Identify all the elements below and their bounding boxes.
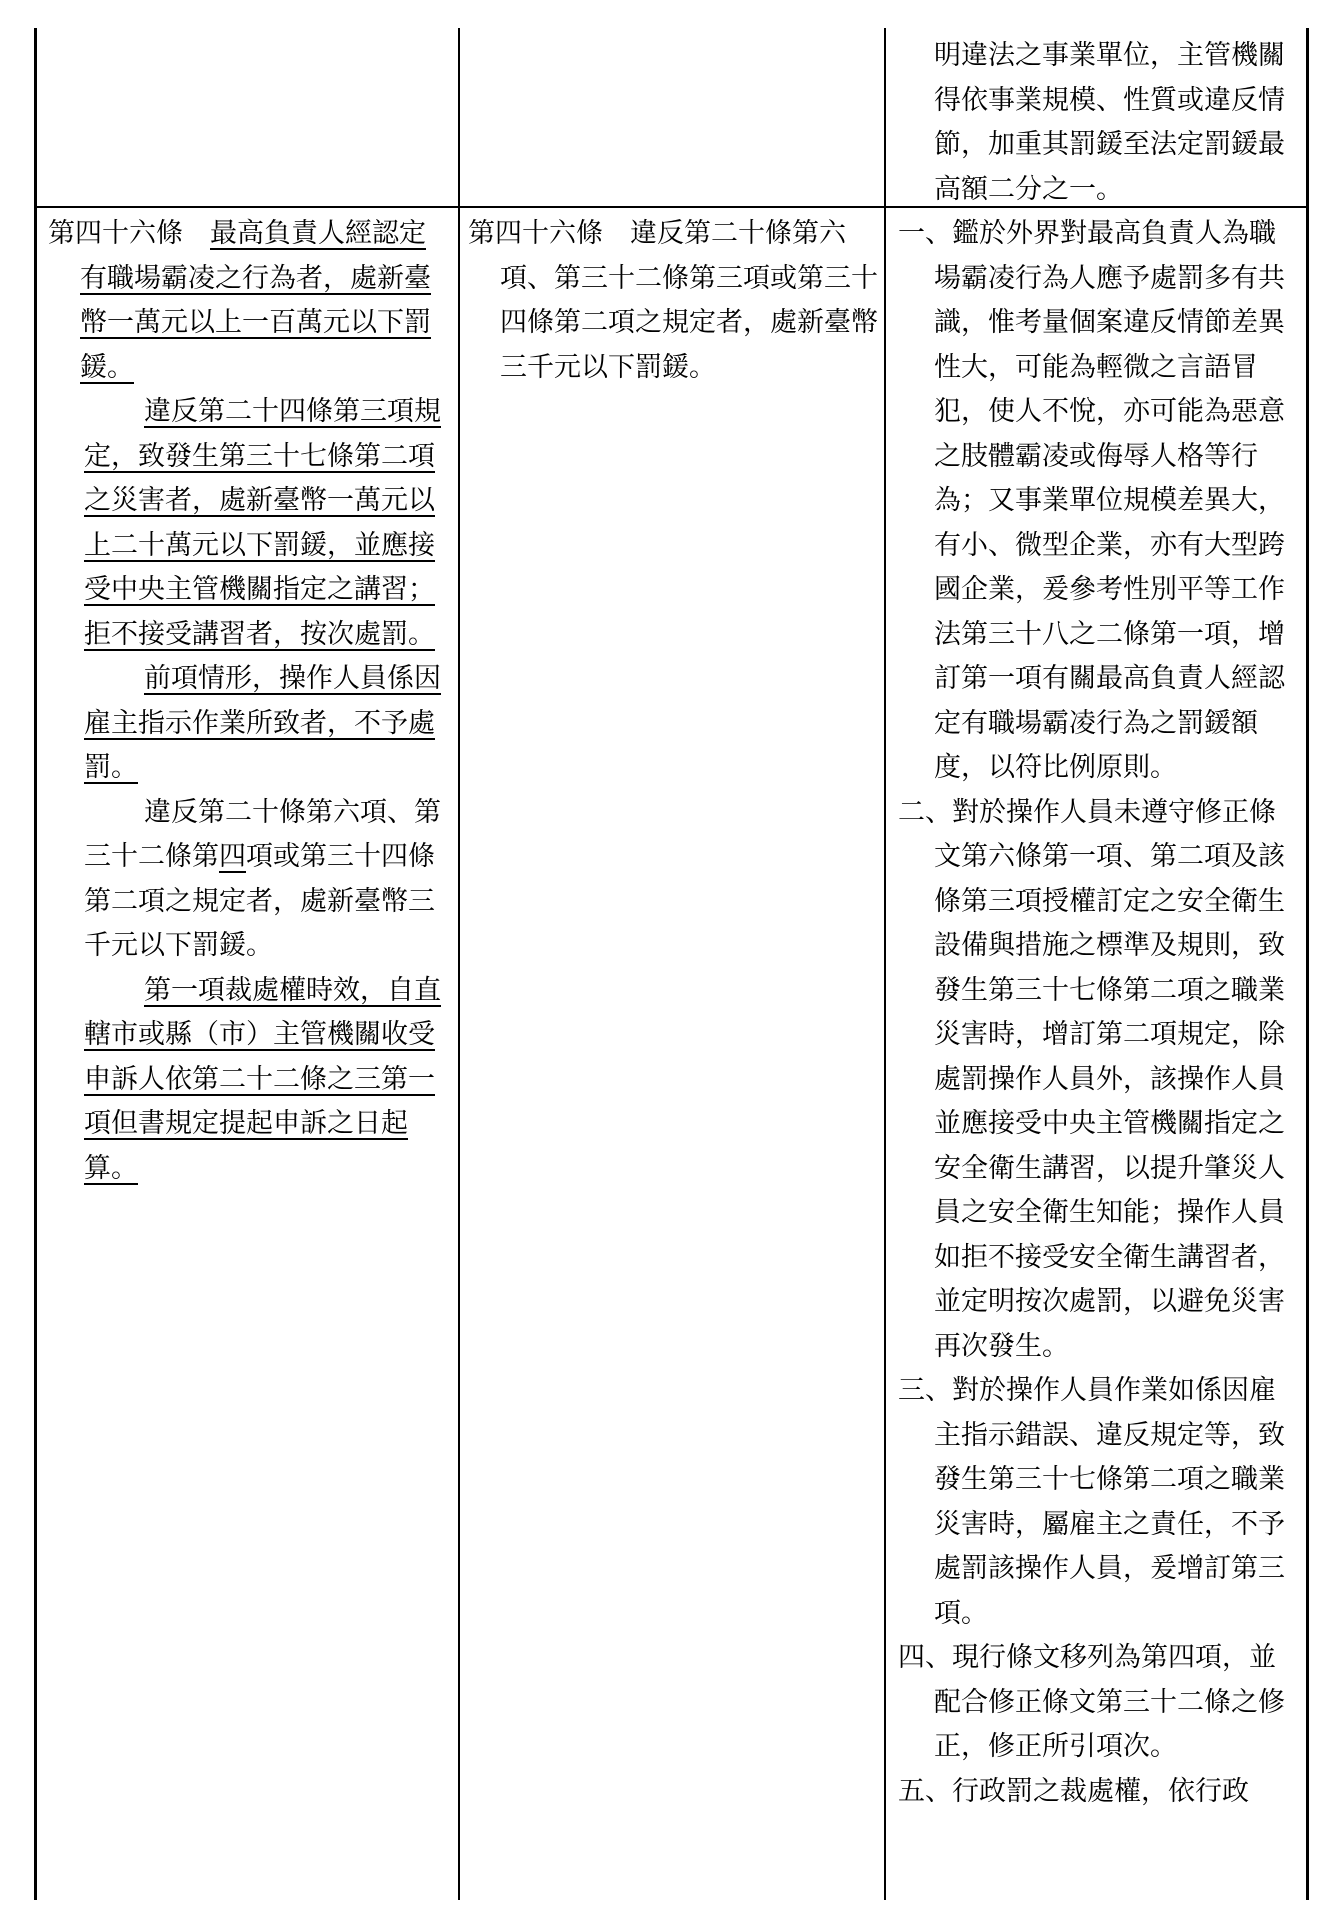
explanation-item-5: 五、行政罰之裁處權，依行政: [898, 1775, 1249, 1807]
amended-paragraph-4-post: 項或第三十四條第二項之規定者，處新臺幣三千元以下罰鍰。: [84, 841, 435, 961]
explanation-item-3: 三、對於操作人員作業如係因雇主指示錯誤、違反規定等，致發生第三十七條第二項之職業災害時，屬雇主之責任，不予處罰該操作人員，爰增訂第三項。: [898, 1375, 1285, 1629]
amended-article-cell: [48, 212, 448, 1191]
explanation-item-2: 二、對於操作人員未遵守修正條文第六條第一項、第二項及該條第三項授權訂定之安全衛生設備與措施之標準及規則，致發生第三十七條第二項之職業災害時，增訂第二項規定，除處罰操作人員外，該操作人員並應接受中央主管機關指定之安全衛生講習，以提升肇災人員之安全衛生知能；操作人員如拒不接受安全衛生講習者，並定明按次處罰，以避免災害再次發生。: [898, 796, 1285, 1362]
current-article-p1: [468, 212, 878, 390]
amended-article-p4: [48, 791, 448, 969]
explanation-cell: [898, 212, 1298, 1814]
amended-article-p1: [48, 212, 448, 390]
amended-paragraph-5: 第一項裁處權時效，自直轄市或縣（市）主管機關收受申訴人依第二十二條之三第一項但書規定提起申訴之日起算。: [84, 974, 441, 1184]
amended-article-p5: [48, 969, 448, 1192]
explanation-continuation: [898, 34, 1298, 212]
table-divider-2: [884, 28, 886, 1900]
table-right-border: [1306, 28, 1309, 1900]
current-article-number: 第四十六條: [468, 218, 603, 249]
current-article-cell: [468, 212, 878, 390]
explanation-item-1: 一、鑑於外界對最高負責人為職場霸凌行為人應予處罰多有共識，惟考量個案違反情節差異性大，可能為輕微之言語冒犯，使人不悅，亦可能為惡意之肢體霸凌或侮辱人格等行為；又事業單位規模差異大，有小、微型企業，亦有大型跨國企業，爰參考性別平等工作法第三十八之二條第一項，增訂第一項有關最高負責人經認定有職場霸凌行為之罰鍰額度，以符比例原則。: [898, 218, 1285, 783]
explanation-item-4: 四、現行條文移列為第四項，並配合修正條文第三十二條之修正，修正所引項次。: [898, 1642, 1285, 1762]
amended-paragraph-3: 前項情形，操作人員係因雇主指示作業所致者，不予處罰。: [84, 663, 441, 783]
amended-article-p3: [48, 657, 448, 791]
amended-article-number: 第四十六條: [48, 218, 183, 249]
amended-paragraph-1: 最高負責人經認定有職場霸凌之行為者，處新臺幣一萬元以上一百萬元以下罰鍰。: [80, 218, 431, 383]
amended-paragraph-2: 違反第二十四條第三項規定，致發生第三十七條第二項之災害者，處新臺幣一萬元以上二十萬元以下罰鍰，並應接受中央主管機關指定之講習；拒不接受講習者，按次處罰。: [84, 396, 441, 650]
table-divider-1: [458, 28, 460, 1900]
explanation-continuation-text: 明違法之事業單位，主管機關得依事業規模、性質或違反情節，加重其罰鍰至法定罰鍰最高額二分之一。: [934, 40, 1285, 205]
current-article-text: 違反第二十條第六項、第三十二條第三項或第三十四條第二項之規定者，處新臺幣三千元以下罰鍰。: [500, 218, 878, 383]
table-left-border: [34, 28, 37, 1900]
amended-paragraph-4-pre: 違反第二十條第六項、第三十二條第: [84, 796, 441, 872]
amended-paragraph-4-underlined: 四: [219, 841, 246, 872]
amended-article-p2: [48, 390, 448, 657]
